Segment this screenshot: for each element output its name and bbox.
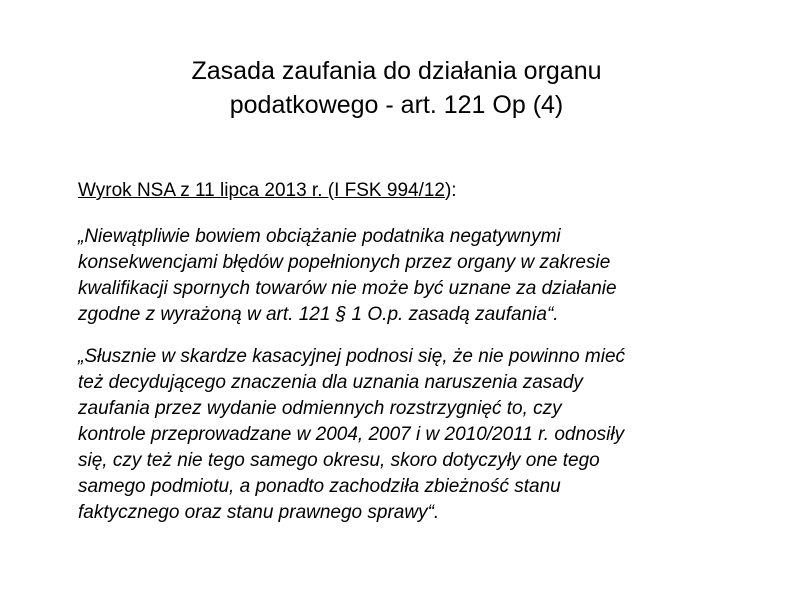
title-line-2: podatkowego - art. 121 Op (4) <box>229 91 564 119</box>
slide-title <box>60 54 733 122</box>
quote-1-line: konsekwencjami błędów popełnionych przez organy w zakresie <box>78 252 611 273</box>
title-line-1: Zasada zaufania do działania organu <box>191 57 602 85</box>
quote-1-line: kwalifikacji spornych towarów nie może być uznane za działanie <box>78 278 617 299</box>
quote-paragraph-2 <box>78 344 758 526</box>
quote-2-line: też decydującego znaczenia dla uznania naruszenia zasady <box>78 372 583 393</box>
quote-2-line: się, czy też nie tego samego okresu, skoro dotyczyły one tego <box>78 450 600 471</box>
quote-1-line: zgodne z wyrażoną w art. 121 § 1 O.p. zasadą zaufania“. <box>78 304 559 325</box>
quote-2-line: „Słusznie w skardze kasacyjnej podnosi się, że nie powinno mieć <box>78 346 626 367</box>
slide-body <box>78 178 758 526</box>
quote-2-line: faktycznego oraz stanu prawnego sprawy“. <box>78 502 440 523</box>
quote-paragraph-1 <box>78 224 758 328</box>
quote-2-line: kontrole przeprowadzane w 2004, 2007 i w 2010/2011 r. odnosiły <box>78 424 625 445</box>
judgment-reference-suffix: ): <box>444 180 457 201</box>
quote-2-line: samego podmiotu, a ponadto zachodziła zbieżność stanu <box>78 476 561 497</box>
judgment-reference <box>78 178 758 204</box>
quote-1-line: „Niewątpliwie bowiem obciążanie podatnika negatywnymi <box>78 226 561 247</box>
judgment-reference-text: Wyrok NSA z 11 lipca 2013 r. (I FSK 994/12 <box>78 180 445 201</box>
quote-2-line: zaufania przez wydanie odmiennych rozstrzygnięć to, czy <box>78 398 562 419</box>
